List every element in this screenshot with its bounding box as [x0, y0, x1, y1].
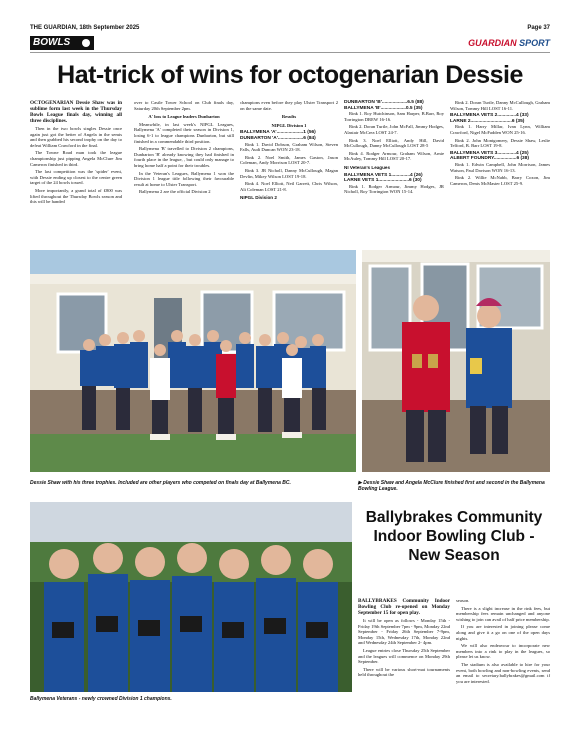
- rink-result: Rink 4. Rodger Armour, Graham Wilson, Arnie McAuley, Tommy Hill LOST 20-17.: [344, 150, 444, 162]
- rink-result: Rink 1. Edwin Campbell, John Morrison, James Watson, Paul Davison WON 16-13.: [450, 161, 550, 173]
- story-paragraph: League entries close Thursday 25th September and the leagues will commence on Monday 29th September.: [358, 647, 450, 665]
- story-paragraph: If you are interested in joining please come along and give it a go on one of the open days nights.: [456, 624, 550, 641]
- article-column-1: [30, 100, 122, 207]
- rink-result: Rink 3. JR Nicholl, Danny McCullough, Magan Devlin, Mikey Wilson LOST 19-18.: [240, 167, 338, 179]
- photo-caption: [358, 480, 550, 492]
- section-tag-bowls: [30, 36, 94, 50]
- article-paragraph: Ballymena 2 are the official Division 2: [139, 189, 211, 195]
- result-line: ALBERT FOUNDRY.................6 (38): [450, 156, 529, 162]
- result-line: DUNBARTON 'A'...................6 (84): [240, 135, 316, 141]
- group-photo: [30, 250, 356, 472]
- crosshead: A' loss to League leaders Dunbarton: [148, 114, 220, 120]
- result-line: LARNE VETS 1.......................6 (30): [344, 178, 422, 184]
- result-line: BALLYMENA 'A'....................1 (56): [240, 130, 316, 136]
- article-column-4: [344, 100, 444, 197]
- masthead: [30, 25, 550, 31]
- rink-result: Rink 1. Harry Millar, Ivan Lynn, William Crawford, Nigel McFadden WON 25-16.: [450, 124, 550, 135]
- results-heading: Results: [281, 114, 297, 120]
- article-paragraph: The last competition was the 'spider' event, with Dessie ending up closest to the centre green target of the 24 bowls tossed.: [30, 169, 122, 186]
- story-paragraph: There is a slight increase in the rink fees, but membership fees remain unchanged and anyone wishing to join can avail of half price membership.: [456, 605, 550, 622]
- article-column-2: [134, 100, 234, 197]
- group-photo-illustration: [30, 250, 356, 472]
- article-column-3: [240, 100, 338, 203]
- photo-caption: Ballymena Veterans - newly crowned Division 1 champions.: [30, 696, 172, 702]
- rink-result: Rink 2. John Montgomery, Dessie Shaw, Leslie Telford, B. Barr LOST 19-8.: [450, 137, 550, 149]
- story-lead: BALLYBRAKES Community Indoor Bowling Club re-opened on Monday September 15 for open play.: [358, 598, 450, 616]
- brand-name: GUARDIAN: [468, 38, 517, 48]
- photo-caption: Dessie Shaw with his three trophies. Included are other players who competed on finals day at Ballymena BC.: [30, 480, 291, 486]
- article-paragraph: In the Veteran's Leagues, Ballymena 1 won the Division 1 league title following their favourable result at home to Ulster Transport.: [134, 170, 234, 187]
- article-paragraph: over to Castle Tower School on Club finals day, Saturday 20th September 2pm.: [134, 100, 234, 111]
- header-divider: [30, 52, 550, 53]
- result-line: BALLYMENA VETS 1..............4 (26): [344, 172, 423, 178]
- league-heading: NI Veteran's Leagues: [344, 164, 391, 170]
- page-number: Page 37: [527, 25, 550, 31]
- article-paragraph: Meanwhile, in last week's NIPGL Leagues, Ballymena 'A' completed their season in Division 1, losing 6-1 to league champions Dunbarton, but still finished in a commendable third position.: [134, 121, 234, 144]
- article-paragraph: Ballymena 'B' travelled to Division 2 champions, Dunbarton 'B' already knowing they had finished in fourth place in the league, , but could only manage to bring home half a point for their troubles.: [134, 146, 234, 168]
- veterans-photo-illustration: [30, 502, 352, 692]
- rink-result: Rink 1. Rodger Armour, Jimmy Hodges, JR Nicholl, Roy Torrington WON 15-14.: [344, 183, 444, 195]
- result-line: LARNE 2...............................6 (35): [450, 118, 525, 124]
- result-line: DUNBARTON 'B'...................6.5 (88): [344, 100, 424, 105]
- story-paragraph: There will be various short-mat tournaments held throughout the: [358, 666, 450, 678]
- section-label: BOWLS: [33, 37, 71, 48]
- rink-result: Rink 2. Noel Smith, James Gaston, Jason Coleman, Andy Morrison LOST 20-7.: [240, 154, 338, 166]
- division-heading: NIPGL Division 2: [240, 195, 277, 201]
- article-lead: OCTOGENARIAN Dessie Shaw was in sublime form last week in the Thursday Bowls League finals day, winning all three disciplines.: [30, 100, 122, 124]
- caption-arrow-icon: ▶: [358, 480, 364, 486]
- rink-result: Rink 2. Doran Turtle, John McFall, Jimmy Hodges, Alastair McCrea LOST 24-7.: [344, 124, 444, 135]
- story-column-left: [358, 598, 450, 680]
- veterans-photo: [30, 502, 352, 692]
- rink-result: Rink 1. Roy Hutchinson, Sam Harper, B.Barr, Roy Torrington DREW 16-16.: [344, 111, 444, 122]
- article-paragraph: Then in the two bowls singles Dessie once again just got the better of Angela in the semis and then grabbed his second trophy on the day to defeat William Crawford in the final.: [30, 126, 122, 148]
- caption-text: Dessie Shaw and Angela McClure finished first and second in the Ballymena Bowling League.: [358, 480, 545, 492]
- winners-photo-illustration: [362, 250, 550, 472]
- rink-result: Rink 2. Willie McNabb, Barry Coxon, Jim Cameron, Denis McMaster LOST 25-9.: [450, 175, 550, 186]
- story-paragraph: season.: [456, 598, 470, 603]
- article-paragraph: The Towne Road man took the league championship just pipping Angela McClure Jim Cameron finished in third.: [30, 150, 122, 167]
- rink-result: Rink 3. Noel Elliott, Andy Hill, David McCullough, Danny McCullough LOST 28-5: [344, 137, 444, 149]
- winners-photo: [362, 250, 550, 472]
- headline: Hat-trick of wins for octogenarian Dessie: [57, 61, 523, 89]
- story-paragraph: We will also endeavour to incorporate new members into a rink to play in the leagues, so please let us know.: [456, 643, 550, 660]
- result-line: BALLYMENA 'B'...................0.5 (35): [344, 105, 423, 111]
- brand-logo: [432, 38, 550, 48]
- story-paragraph: The stadium is also available to hire for your event, both bowling and non-bowling events, send an email to secretary.ballybrakes@gmail.com if you are interested.: [456, 661, 550, 684]
- division-heading: NIPGL Division 1: [271, 122, 307, 128]
- story-column-right: [456, 598, 550, 686]
- rink-result: Rink 4. Noel Elliott, Neil Garrett, Chris Wilson, Ali Coleman LOST 21-8.: [240, 181, 338, 192]
- bowling-ball-icon: [82, 39, 90, 47]
- article-paragraph: champions even before they play Ulster Transport 2 on the same date.: [240, 100, 338, 111]
- article-column-5: [450, 100, 550, 188]
- masthead-date: THE GUARDIAN, 18th September 2025: [30, 25, 140, 31]
- result-line: BALLYMENA VETS 2..............4 (33): [450, 113, 529, 119]
- story-headline: Ballybrakes Community Indoor Bowling Club - New Season: [365, 509, 543, 564]
- brand-sport: SPORT: [519, 38, 550, 48]
- rink-result: Rink 2. Doran Turtle, Danny McCullough, Graham Wilson, Tommy Hill LOST 16-11.: [450, 100, 550, 111]
- result-line: BALLYMENA VETS 3..............4 (25): [450, 150, 529, 156]
- article-paragraph: More importantly, a grand total of £800 was lifted throughout the Thursday Bowls season and this will be handed: [30, 187, 122, 205]
- story-paragraph: It will be open as follows - Monday 15th - Friday 19th September 7pm - 9pm, Monday 22nd September - Friday 26th September 7-9pm, Monday 15th, Wednesday 17th, Monday 22nd and Wednesday 24th September 2- 4pm.: [358, 618, 450, 646]
- rink-result: Rink 1. David Dobson, Graham Wilson, Steven Falls, Audi Duncan WON 23-18.: [240, 141, 338, 153]
